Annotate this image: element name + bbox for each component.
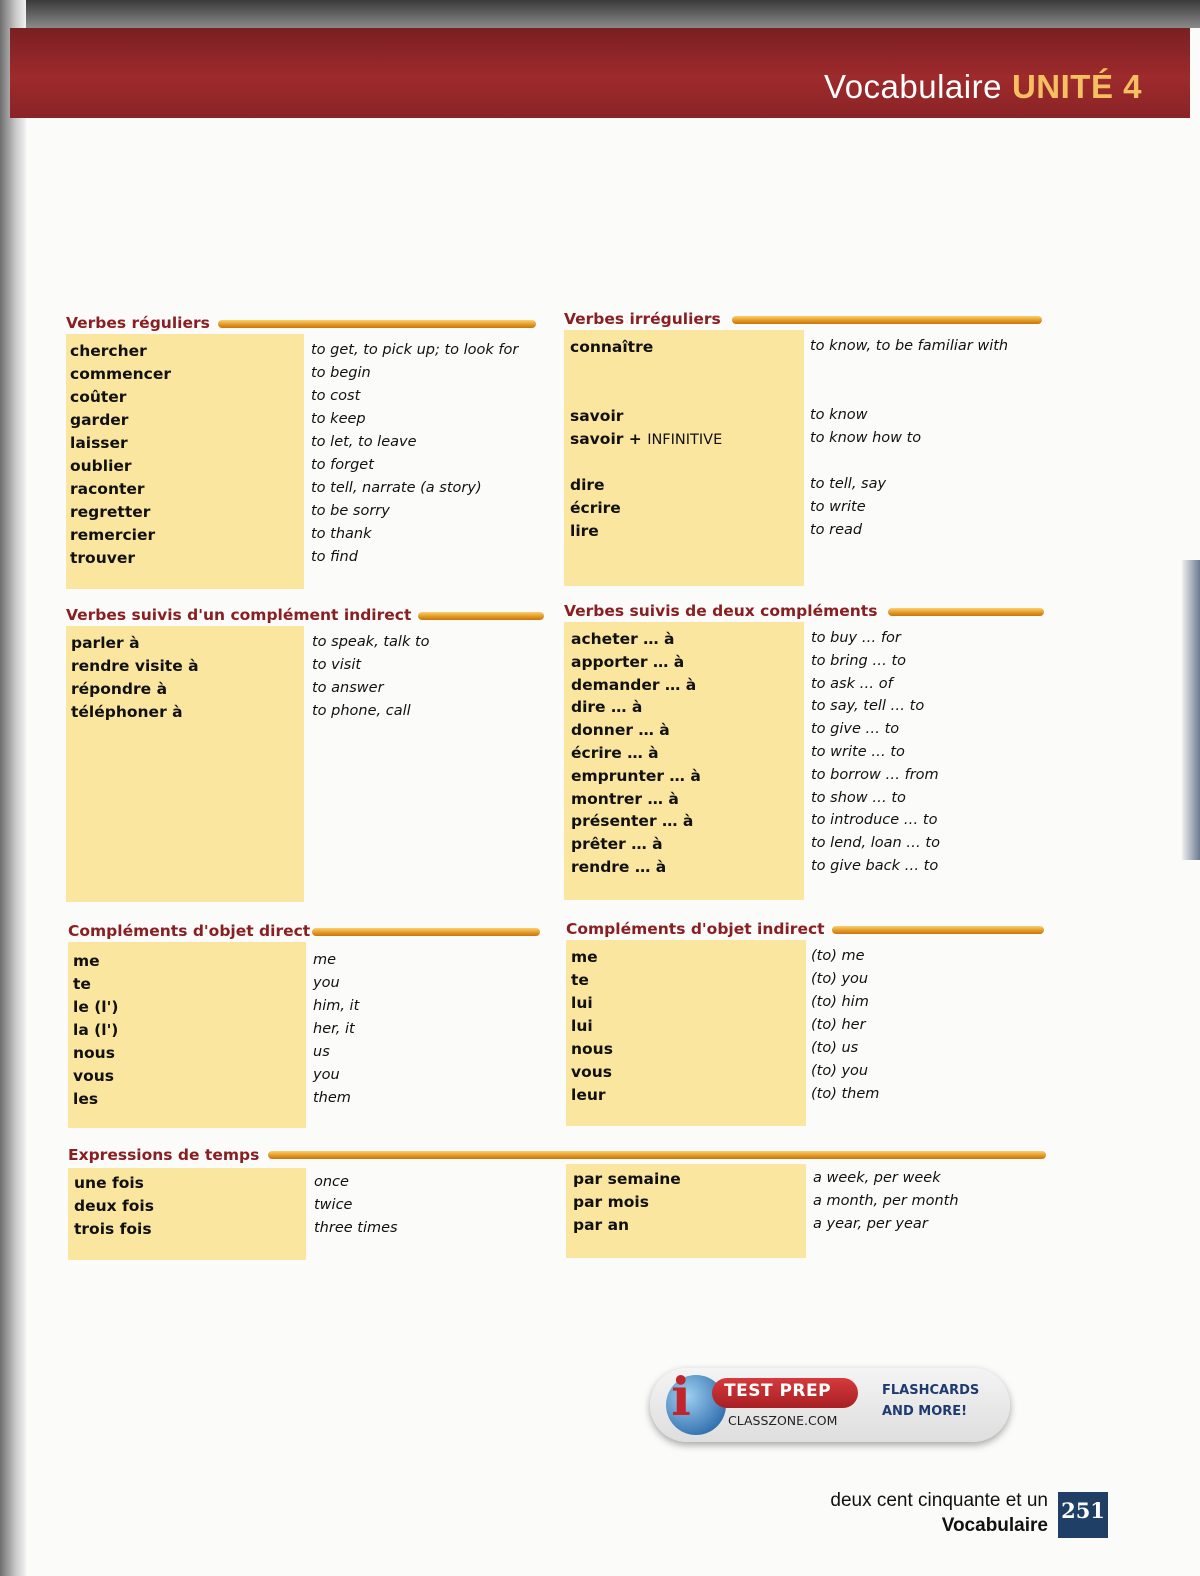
vocab-term: leur: [571, 1086, 606, 1104]
section-title-bar: [268, 1151, 1046, 1159]
page-number-words: deux cent cinquante et un: [830, 1490, 1048, 1511]
vocab-term: vous: [73, 1067, 115, 1085]
vocab-gloss: you: [313, 1067, 340, 1083]
vocab-term: commencer: [70, 365, 172, 383]
vocab-term: montrer … à: [571, 789, 679, 808]
vocab-gloss: them: [313, 1090, 351, 1106]
vocab-gloss: to ask … of: [811, 675, 893, 692]
flashcards-line-1: FLASHCARDS: [882, 1383, 980, 1398]
vocab-term: présenter … à: [571, 812, 694, 831]
vocab-gloss: to get, to pick up; to look for: [311, 342, 519, 358]
vocab-term: rendre visite à: [71, 657, 199, 675]
page-number: 251: [1061, 1498, 1105, 1523]
section-title: Verbes réguliers: [66, 314, 210, 332]
test-prep-badge[interactable]: [650, 1368, 1010, 1442]
vocab-gloss: us: [313, 1044, 330, 1060]
test-prep-site: CLASSZONE.COM: [728, 1413, 838, 1428]
section-complement-indirect: [66, 606, 544, 902]
vocab-term-verb: savoir +: [570, 430, 642, 448]
vocab-term: une fois: [74, 1174, 144, 1192]
vocab-gloss: (to) us: [811, 1040, 859, 1056]
vocab-term: lui: [571, 994, 593, 1012]
vocab-gloss: once: [314, 1174, 349, 1190]
vocab-term: connaître: [570, 338, 654, 356]
vocab-gloss: (to) her: [811, 1017, 866, 1033]
vocab-term: me: [73, 952, 100, 970]
vocab-term: par semaine: [573, 1170, 681, 1188]
section-objet-indirect: [566, 920, 1044, 1126]
vocab-gloss: to give … to: [811, 721, 900, 738]
vocab-term: les: [73, 1090, 99, 1108]
section-objet-direct: [68, 922, 540, 1128]
vocab-gloss: to phone, call: [312, 703, 411, 719]
vocab-gloss: you: [313, 975, 340, 991]
section-title-bar: [888, 608, 1044, 616]
highlight-column: [564, 330, 804, 586]
section-title-bar: [218, 320, 536, 328]
vocab-gloss: to show … to: [811, 789, 906, 806]
scan-top-edge: [0, 0, 1200, 28]
vocab-gloss: three times: [314, 1220, 398, 1236]
section-title: Compléments d'objet direct: [68, 922, 311, 940]
vocab-gloss: a month, per month: [813, 1193, 959, 1209]
vocab-gloss: to know, to be familiar with: [810, 338, 1009, 354]
vocab-gloss: to forget: [311, 457, 374, 473]
section-title: Verbes irréguliers: [564, 310, 721, 328]
section-title-bar: [312, 928, 540, 936]
section-title-bar: [732, 316, 1042, 324]
vocab-term: me: [571, 948, 598, 966]
flashcards-text: [882, 1380, 979, 1422]
vocab-gloss: to know: [810, 407, 868, 423]
vocab-gloss: (to) him: [811, 994, 869, 1010]
vocab-term: [570, 430, 722, 448]
page-header: [824, 68, 1142, 106]
vocab-term: te: [73, 975, 91, 993]
vocab-term: te: [571, 971, 589, 989]
section-title: Verbes suivis de deux compléments: [564, 602, 878, 620]
section-expressions-temps: [68, 1146, 1046, 1262]
vocab-gloss: to tell, narrate (a story): [311, 480, 482, 496]
vocab-term: emprunter … à: [571, 766, 701, 785]
vocab-term: répondre à: [71, 680, 168, 698]
vocab-gloss: twice: [314, 1197, 353, 1213]
vocab-gloss: to find: [311, 549, 358, 565]
vocab-term: lui: [571, 1017, 593, 1035]
vocab-term: acheter … à: [571, 630, 675, 648]
vocab-gloss: to speak, talk to: [312, 634, 430, 650]
book-spine-shadow: [0, 0, 26, 1576]
vocab-gloss: to tell, say: [810, 476, 887, 492]
vocab-term-infinitive: INFINITIVE: [647, 432, 723, 448]
vocab-gloss: to buy … for: [811, 630, 901, 646]
vocab-term: lire: [570, 522, 599, 540]
vocab-term: rendre … à: [571, 858, 667, 876]
vocab-gloss: (to) them: [811, 1086, 880, 1102]
vocab-term: garder: [70, 411, 129, 429]
vocab-term: téléphoner à: [71, 703, 183, 721]
vocab-term: trouver: [70, 549, 135, 567]
header-title: Vocabulaire: [824, 68, 1002, 105]
vocab-term: regretter: [70, 503, 151, 521]
section-title: Verbes suivis d'un complément indirect: [66, 606, 412, 624]
section-verbes-irreguliers: [564, 310, 1042, 586]
vocab-term: remercier: [70, 526, 156, 544]
vocab-term: oublier: [70, 457, 132, 475]
vocab-gloss: to begin: [311, 365, 371, 381]
vocab-term: par mois: [573, 1193, 649, 1211]
vocab-term: apporter … à: [571, 652, 685, 671]
vocab-gloss: to let, to leave: [311, 434, 417, 450]
vocab-gloss: a week, per week: [813, 1170, 941, 1186]
vocab-term: par an: [573, 1216, 630, 1234]
vocab-gloss: to know how to: [810, 430, 922, 446]
vocab-term: parler à: [71, 634, 140, 652]
vocab-gloss: (to) you: [811, 971, 869, 987]
section-title-bar: [832, 926, 1044, 934]
vocab-gloss: to read: [810, 522, 863, 538]
vocab-gloss: to say, tell … to: [811, 698, 925, 715]
vocab-term: donner … à: [571, 721, 670, 740]
vocab-gloss: to thank: [311, 526, 372, 542]
vocab-gloss: to keep: [311, 411, 366, 427]
vocab-gloss: (to) you: [811, 1063, 869, 1079]
vocab-gloss: to give back … to: [811, 858, 939, 874]
vocab-gloss: to be sorry: [311, 503, 390, 519]
vocab-term: dire … à: [571, 698, 643, 717]
vocab-term: raconter: [70, 480, 145, 498]
vocab-gloss: to write: [810, 499, 866, 515]
vocab-term: deux fois: [74, 1197, 154, 1215]
vocab-gloss: to introduce … to: [811, 812, 938, 829]
vocab-term: prêter … à: [571, 835, 663, 854]
vocab-gloss: her, it: [313, 1021, 355, 1037]
section-title-bar: [418, 612, 544, 620]
vocab-gloss: me: [313, 952, 337, 968]
vocab-gloss: to answer: [312, 680, 384, 696]
vocab-term: chercher: [70, 342, 147, 360]
vocab-term: demander … à: [571, 675, 697, 694]
vocab-gloss: to visit: [312, 657, 362, 673]
info-icon: i: [671, 1367, 691, 1428]
section-verbes-reguliers: [66, 314, 536, 589]
section-title: Expressions de temps: [68, 1146, 260, 1164]
vocab-term: écrire: [570, 499, 621, 517]
flashcards-line-2: AND MORE!: [882, 1404, 968, 1419]
section-deux-complements: [564, 602, 1044, 900]
section-title: Compléments d'objet indirect: [566, 920, 825, 938]
header-unit: UNITÉ 4: [1011, 68, 1142, 105]
page-edge-shadow: [1182, 560, 1200, 860]
vocab-gloss: (to) me: [811, 948, 865, 964]
footer-section-name: Vocabulaire: [941, 1515, 1048, 1536]
vocab-gloss: a year, per year: [813, 1216, 928, 1232]
vocab-term: nous: [571, 1040, 613, 1058]
vocab-term: dire: [570, 476, 605, 494]
vocab-term: écrire … à: [571, 744, 659, 762]
vocab-term: la (l'): [73, 1021, 119, 1039]
vocab-term: trois fois: [74, 1220, 152, 1238]
vocab-gloss: him, it: [313, 998, 360, 1014]
vocab-term: le (l'): [73, 998, 119, 1016]
vocab-term: laisser: [70, 434, 128, 452]
vocab-gloss: to cost: [311, 388, 361, 404]
vocab-term: vous: [571, 1063, 613, 1081]
vocab-term: coûter: [70, 388, 127, 406]
vocab-gloss: to write … to: [811, 744, 905, 760]
vocab-gloss: to bring … to: [811, 652, 907, 669]
test-prep-label: TEST PREP: [724, 1381, 832, 1401]
vocab-term: savoir: [570, 407, 624, 425]
vocab-gloss: to borrow … from: [811, 766, 939, 783]
vocab-term: nous: [73, 1044, 115, 1062]
vocab-gloss: to lend, loan … to: [811, 835, 940, 852]
